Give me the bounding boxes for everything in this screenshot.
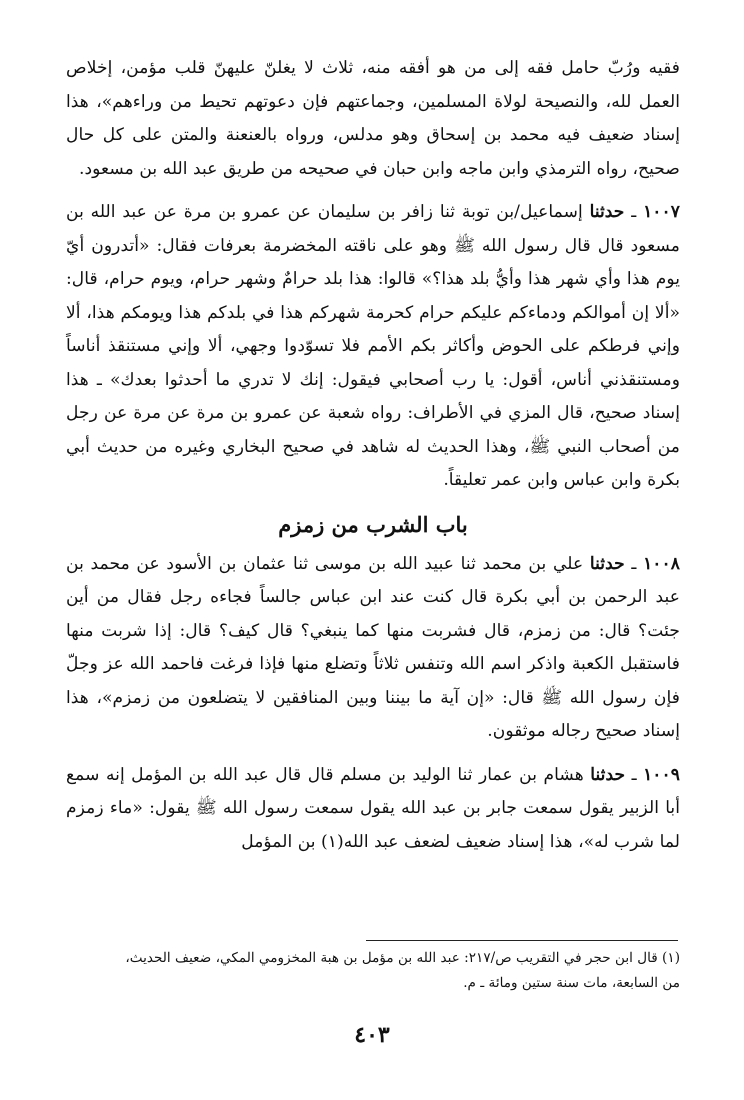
- footnote-line: من السابعة، مات سنة ستين ومائة ـ م.: [463, 975, 680, 991]
- haddathana-word: حدثنا: [589, 202, 625, 222]
- hadith-dash: ـ: [624, 202, 644, 222]
- hadith-number: ١٠٠٧: [643, 202, 680, 222]
- hadith-number: ١٠٠٩: [643, 764, 680, 785]
- hadith-text: علي بن محمد ثنا عبيد الله بن موسى ثنا عثمان بن الأسود عن محمد بن عبد الرحمن بن أبي بكرة قال كنت عند ابن عباس جالساً فجاءه رجل فقال من أين جئت؟ قال: من زمزم، قال فشربت منها كما ينبغي؟ قال كيف؟ قال: إذا شربت منها فاستقبل الكعبة واذكر اسم الله وتنفس ثلاثاً وتضلع منها فإذا فرغت فاحمد الله عز وجلّ فإن رسول الله ﷺ قال: «إن آية ما بيننا وبين المنافقين لا يتضلعون من زمزم»، هذا إسناد صحيح رجاله موثقون.: [66, 553, 680, 741]
- hadith-1007: [66, 196, 680, 498]
- hadith-number: ١٠٠٨: [643, 553, 681, 574]
- paragraph-continuation: فقيه ورُبّ حامل فقه إلى من هو أفقه منه، ثلاث لا يغلنّ عليهنّ قلب مؤمن، إخلاص العمل لله، والنصيحة لولاة المسلمين، وجماعتهم فإن دعوتهم تحيط من وراءهم»، هذا إسناد ضعيف فيه محمد بن إسحاق وهو مدلس، ورواه بالعنعنة والمتن على كل حال صحيح، رواه الترمذي وابن ماجه وابن حبان في صحيحه من طريق عبد الله بن مسعود.: [66, 58, 680, 179]
- hadith-text: إسماعيل/بن توبة ثنا زافر بن سليمان عن عمرو بن مرة عن عبد الله بن مسعود قال قال رسول الله ﷺ وهو على ناقته المخضرمة بعرفات فقال: «أتدرون أيّ يوم هذا وأي شهر هذا وأيُّ بلد هذا؟» قالوا: هذا بلد حرامٌ وشهر حرام، ويوم حرام، قال: «ألا إن أموالكم ودماءكم عليكم حرام كحرمة شهركم هذا في بلدكم هذا ويومكم هذا، ألا وإني فرطكم على الحوض وأكاثر بكم الأمم فلا تسوّدوا وجهي، ألا وإني مستنقذ أناساً ومستنقذني أناس، أقول: يا رب أصحابي فيقول: إنك لا تدري ما أحدثوا بعدك» ـ هذا إسناد صحيح، قال المزي في الأطراف: رواه شعبة عن عمرو بن مرة عن مرة عن رجل من أصحاب النبي ﷺ، وهذا الحديث له شاهد في صحيح البخاري وغيره من حديث أبي بكرة وابن عباس وابن عمر تعليقاً.: [66, 202, 680, 490]
- haddathana-word: حدثنا: [589, 553, 625, 574]
- footnote-line: (١) قال ابن حجر في التقريب ص/٢١٧: عبد الله بن مؤمل بن هبة المخزومي المكي، ضعيف الحديث،: [125, 950, 680, 966]
- hadith-dash: ـ: [625, 764, 644, 785]
- haddathana-word: حدثنا: [590, 764, 626, 785]
- hadith-text: هشام بن عمار ثنا الوليد بن مسلم قال قال عبد الله بن المؤمل إنه سمع أبا الزبير يقول سمعت جابر بن عبد الله يقول سمعت رسول الله ﷺ يقول: «ماء زمزم لما شرب له»، هذا إسناد ضعيف لضعف عبد الله(١) بن المؤمل: [66, 764, 680, 852]
- page-number: ٤٠٣: [354, 1022, 390, 1048]
- page-body: [66, 52, 680, 859]
- footnote: [66, 946, 680, 996]
- hadith-dash: ـ: [624, 553, 644, 574]
- hadith-1008: [66, 548, 680, 749]
- hadith-1009: [66, 759, 680, 860]
- section-heading: باب الشرب من زمزم: [278, 511, 468, 537]
- footnote-divider: [366, 940, 678, 941]
